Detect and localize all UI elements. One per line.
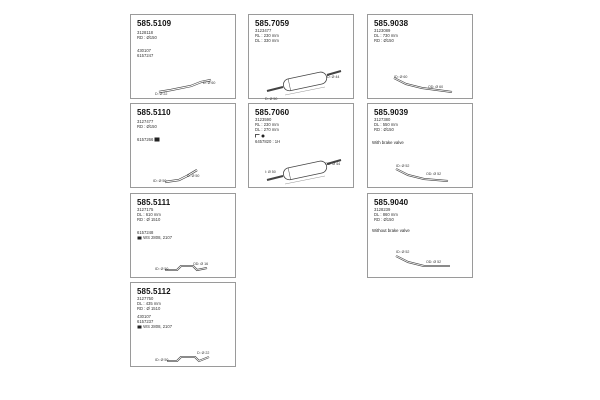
dimension-label: D: Ø 22 (197, 351, 210, 355)
part-number: 585.5112 (137, 287, 171, 296)
part-card-585-9040[interactable] (367, 193, 473, 278)
exhaust-pipe-drawing (159, 254, 219, 276)
oem-number: 3127175 (137, 207, 154, 212)
dimension-label: ID: Ø 52 (396, 164, 410, 168)
oem-number: 3123590 (255, 117, 272, 122)
fitting-note: WS 2808, 2107 (143, 235, 173, 240)
muffler-drawing (263, 63, 347, 99)
part-number: 585.9040 (374, 198, 409, 207)
spec-line: DL : 550 mm (374, 122, 398, 127)
dimension-label: OD: Ø 52 (426, 172, 442, 176)
spec-line: RD : Ø150 (374, 38, 394, 43)
accessory-code (137, 137, 160, 142)
spec-line: RD : Ø150 (374, 217, 394, 222)
fitting-note: WS 2808, 2107 (143, 324, 173, 329)
clamp-icon (137, 236, 142, 240)
variant-note: With brake valve (372, 140, 404, 145)
accessory-row (137, 324, 172, 329)
spec-line: RL : 230 mm (255, 33, 279, 38)
spec-line: DL : 860 mm (374, 212, 398, 217)
spec-line: RD : Ø 1510 (137, 306, 161, 311)
oem-number: 3127380 (374, 117, 391, 122)
part-number: 585.5111 (137, 198, 171, 207)
spec-line: RD : Ø150 (374, 127, 394, 132)
dimension-label: OD: Ø 44 (325, 162, 341, 166)
part-number: 585.9039 (374, 108, 409, 117)
part-card-585-9038[interactable] (367, 14, 473, 99)
clamp-icon (154, 137, 160, 142)
accessory-code: 6157237 (137, 319, 154, 324)
part-card-585-5112[interactable] (130, 282, 236, 367)
part-number: 585.9038 (374, 19, 409, 28)
exhaust-pipe-drawing (161, 345, 221, 367)
bolt-icon (261, 134, 265, 138)
dimension-label: D: Ø 44 (327, 75, 340, 79)
oem-number: 3123477 (255, 28, 272, 33)
oem-number: 3127477 (137, 119, 154, 124)
dimension-label: ID: Ø 50 (155, 358, 169, 362)
accessory-row (255, 133, 265, 138)
dimension-label: OD: Ø 60 (428, 85, 444, 89)
accessory-code: 6457820 : 1H (255, 139, 281, 144)
spec-line: RD : Ø 1510 (137, 217, 161, 222)
clamp-icon (137, 325, 142, 329)
part-number: 585.5110 (137, 108, 171, 117)
part-number: 585.5109 (137, 19, 172, 28)
part-number: 585.7059 (255, 19, 290, 28)
dimension-label: OD: Ø 52 (426, 260, 442, 264)
oem-number: 3128239 (374, 207, 391, 212)
spec-line: RD : Ø150 (137, 124, 157, 129)
part-card-585-9039[interactable] (367, 103, 473, 188)
dimension-label: D: Ø 22 (155, 92, 168, 96)
dimension-label: ID: Ø 50 (153, 179, 167, 183)
dimension-label: OD: Ø 16 (193, 262, 209, 266)
spec-line: DL : 730 mm (374, 33, 398, 38)
bracket-icon (255, 134, 260, 138)
oem-number: 3127750 (137, 296, 154, 301)
part-card-585-7059[interactable] (248, 14, 354, 99)
spec-line: DL : 610 mm (137, 212, 161, 217)
accessory-row (137, 235, 172, 240)
dimension-label: D: Ø 50 (265, 97, 278, 101)
oem-number: 3128118 (137, 30, 153, 35)
part-card-585-7060[interactable] (248, 103, 354, 188)
exhaust-pipe-drawing (159, 162, 209, 188)
accessory-code-text: 6157266 (137, 137, 154, 142)
dimension-label: I: Ø 50 (265, 170, 276, 174)
part-card-585-5109[interactable] (130, 14, 236, 99)
accessory-code: 6157247 (137, 53, 154, 58)
part-card-585-5110[interactable] (130, 103, 236, 188)
dimension-label: ID: Ø 52 (396, 250, 410, 254)
spec-line: DL : 330 mm (255, 38, 279, 43)
spec-line: DL : 435 mm (137, 301, 161, 306)
part-card-585-5111[interactable] (130, 193, 236, 278)
accessory-code: 430107 (137, 48, 151, 53)
accessory-code: 6157248 (137, 230, 154, 235)
part-number: 585.7060 (255, 108, 290, 117)
dimension-label: D: Ø 60 (203, 81, 216, 85)
dimension-label: ID: Ø 50 (155, 267, 169, 271)
dimension-label: ID: Ø 60 (394, 75, 408, 79)
oem-number: 3123089 (374, 28, 391, 33)
spec-line: DL : 270 mm (255, 127, 279, 132)
dimension-label: D: Ø 50 (187, 174, 200, 178)
variant-note: Without brake valve (372, 228, 410, 233)
accessory-code: 430107 (137, 314, 151, 319)
spec-line: RL : 230 mm (255, 122, 279, 127)
spec-line: RD : Ø150 (137, 35, 157, 40)
